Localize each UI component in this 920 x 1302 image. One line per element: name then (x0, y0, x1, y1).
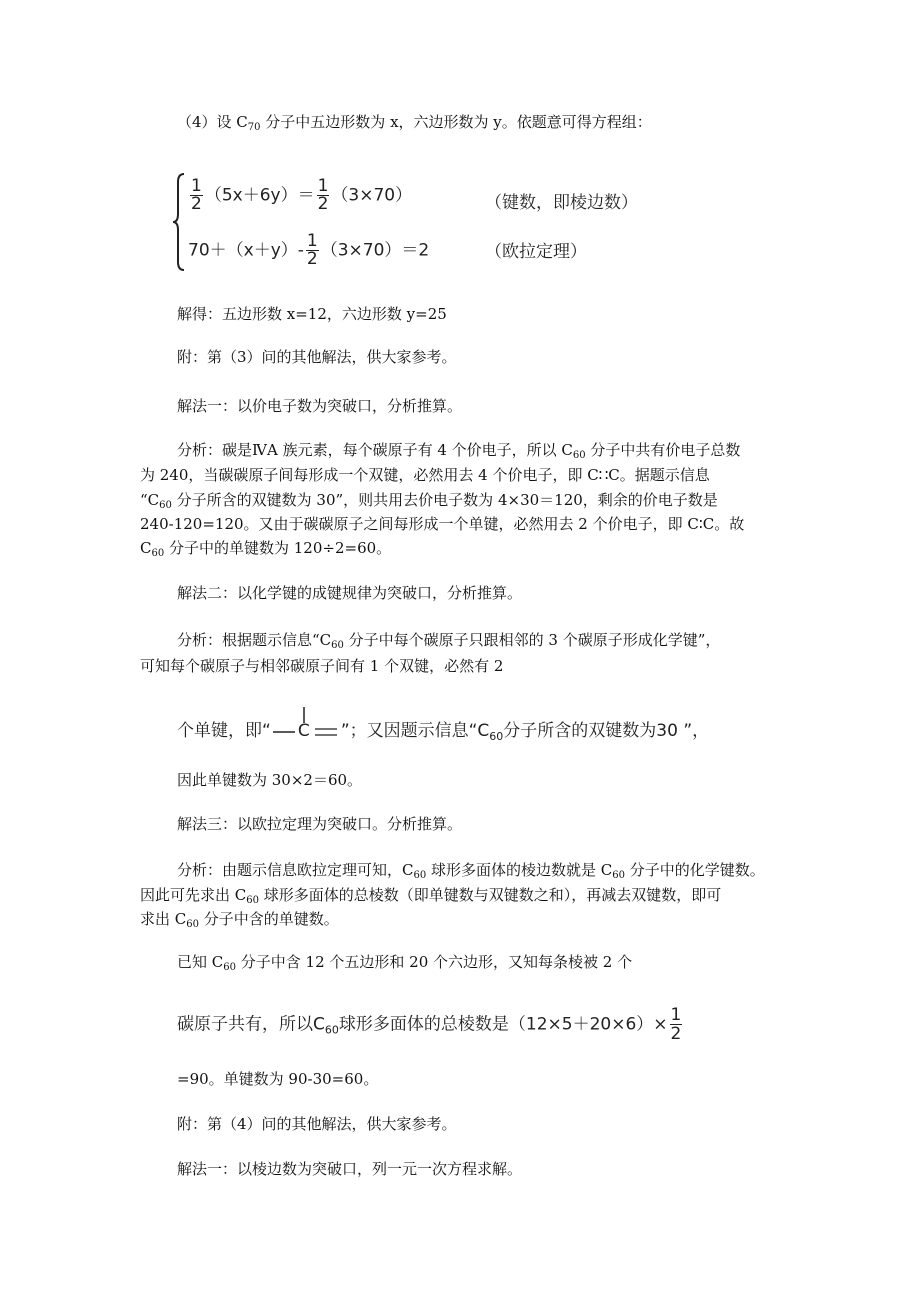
analysis-1-line-4: 240-120=120。又由于碳碳原子之间每形成一个单键，必然用去 2 个价电子，即 C∶C。故 (140, 515, 745, 533)
analysis-1-line-1: 分析：碳是ⅣA 族元素，每个碳原子有 4 个价电子，所以 $C_{60}$ 分子中共有价电子总数 (177, 441, 741, 461)
method-2-heading: 解法二：以化学键的成键规律为突破口，分析推算。 (177, 584, 523, 602)
analysis-2-line-1: 分析：根据题示信息“$C_{60}$ 分子中每个碳原子只跟相邻的 3 个碳原子形成化学键”， (177, 631, 721, 651)
analysis-1-line-5: $C_{60}$ 分子中的单键数为 120÷2=60。 (140, 539, 392, 559)
carbon-bond-figure: C (271, 721, 341, 741)
q4-method-1-heading: 解法一：以棱边数为突破口，列一元一次方程求解。 (177, 1160, 523, 1178)
analysis-1-line-2: 为 240，当碳碳原子间每形成一个双键，必然用去 4 个价电子，即 C∷C。据题示信息 (140, 466, 710, 484)
appendix-q3-heading: 附：第（3）问的其他解法，供大家参考。 (177, 348, 457, 366)
analysis-3-line-1: 分析：由题示信息欧拉定理可知，$C_{60}$ 球形多面体的棱边数就是 $C_{60}$ 分子中的化学键数。 (177, 861, 765, 881)
fraction-half: $\frac{1}{2}$ (306, 231, 318, 269)
equation-brace (172, 172, 186, 272)
method-1-heading: 解法一：以价电子数为突破口，分析推算。 (177, 397, 463, 415)
fraction-half: $\frac{1}{2}$ (670, 1005, 682, 1044)
equation-2-note: （欧拉定理） (485, 242, 587, 262)
fraction-half: $\frac{1}{2}$ (317, 176, 329, 214)
fraction-half: $\frac{1}{2}$ (191, 176, 202, 214)
equation-2: 70＋（x＋y）- $\frac{1}{2}$ （3×70）＝2 (188, 231, 430, 269)
known-facts-line: 已知 $C_{60}$ 分子中含 12 个五边形和 20 个六边形，又知每条棱被 2 个 (177, 953, 633, 973)
equation-1: $\frac{1}{2}$ （5x＋6y）＝ $\frac{1}{2}$ （3×70） (191, 176, 413, 214)
final-result-line: =90。单键数为 90-30=60。 (177, 1070, 379, 1088)
analysis-2-line-2: 可知每个碳原子与相邻碳原子间有 1 个双键，必然有 2 (140, 657, 504, 675)
solution-result: 解得：五边形数 x=12，六边形数 y=25 (177, 305, 447, 323)
appendix-q4-heading: 附：第（4）问的其他解法，供大家参考。 (177, 1115, 457, 1133)
single-bond-line: 个单键，即“ C ”；又因题示信息“$C_{60}$分子所含的双键数为30 ”， (177, 716, 709, 743)
analysis-3-line-2: 因此可先求出 $C_{60}$ 球形多面体的总棱数（即单键数与双键数之和），再减去双键数，即可 (140, 886, 722, 906)
analysis-3-line-3: 求出 $C_{60}$ 分子中含的单键数。 (140, 910, 339, 930)
method-3-heading: 解法三：以欧拉定理为突破口。分析推算。 (177, 815, 463, 833)
paragraph-q4-setup: （4）设 $C_{70}$ 分子中五边形数为 x，六边形数为 y。依题意可得方程组： (177, 113, 652, 133)
total-edges-line: 碳原子共有，所以$C_{60}$球形多面体的总棱数是（12×5＋20×6）× $\frac{1}{2}$ (177, 1005, 682, 1044)
equation-1-note: （键数，即棱边数） (485, 193, 638, 213)
single-bond-result: 因此单键数为 30×2＝60。 (177, 771, 363, 789)
analysis-1-line-3: “$C_{60}$ 分子所含的双键数为 30”，则共用去价电子数为 4×30＝120，剩余的价电子数是 (140, 491, 718, 511)
